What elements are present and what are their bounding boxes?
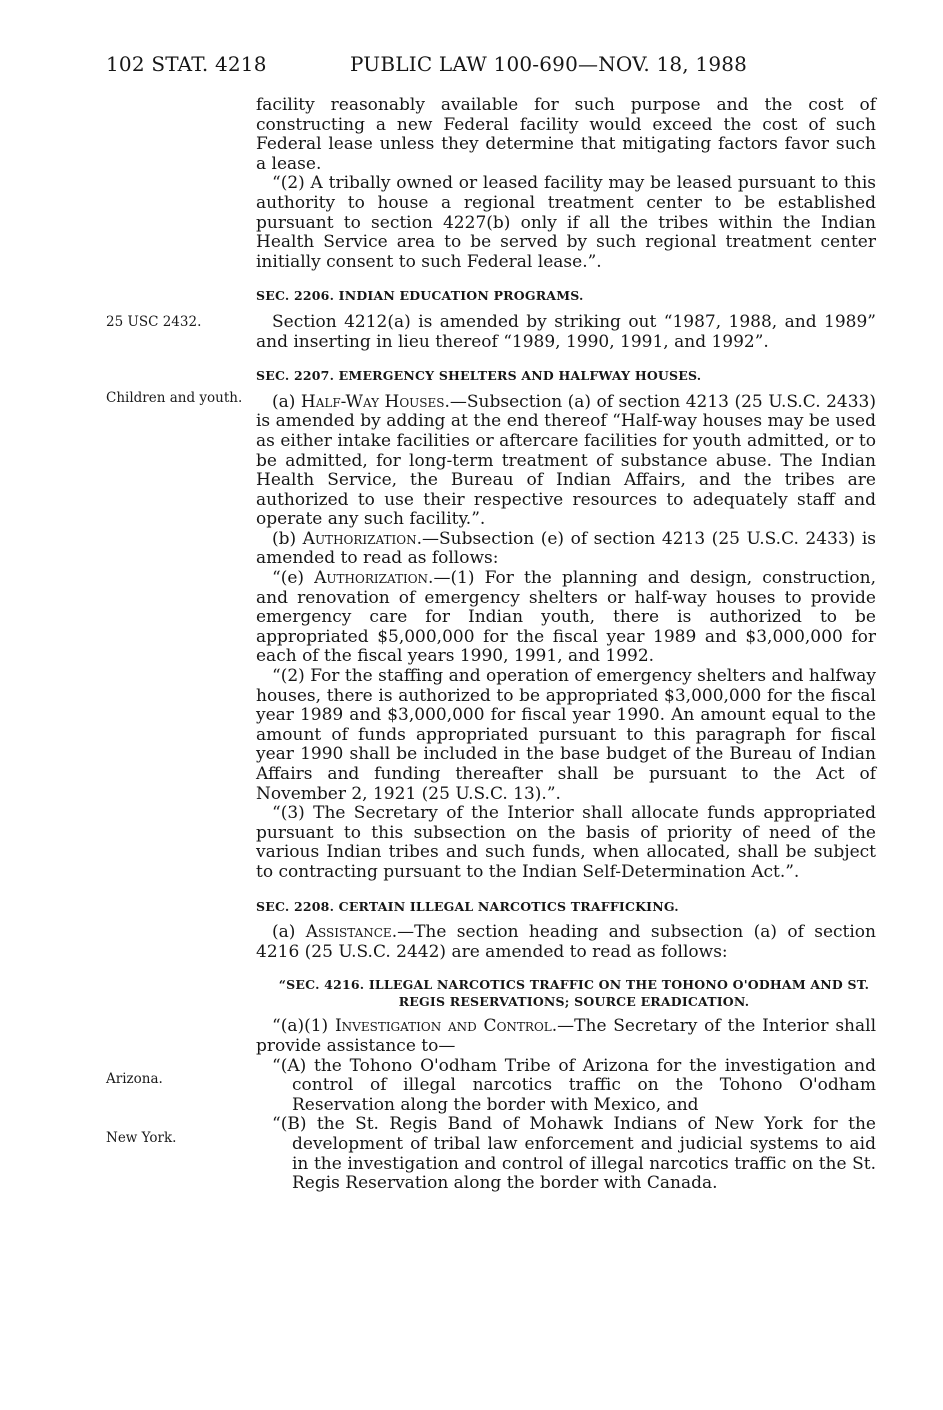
subsection-heading: Authorization.: [314, 568, 434, 589]
margin-note-children: Children and youth.: [106, 390, 243, 406]
margin-note-arizona: Arizona.: [106, 1071, 163, 1087]
paragraph: (a) Assistance.—The section heading and subsection (a) of section 4216 (25 U.S.C. 2442) are amended to read as follows:: [256, 922, 876, 962]
main-text: [256, 96, 876, 1194]
subsection-heading: Assistance.: [305, 922, 398, 943]
paragraph: “(2) A tribally owned or leased facility may be leased pursuant to this authority to house a regional treatment center to be established pursuant to section 4227(b) only if all the tribes within the Indian Health Service area to be served by such regional treatment center initially consent to such Federal lease.”.: [256, 173, 876, 272]
paragraph: (b) Authorization.—Subsection (e) of section 4213 (25 U.S.C. 2433) is amended to read as follows:: [256, 528, 876, 569]
paragraph: “(2) For the staffing and operation of emergency shelters and halfway houses, there is authorized to be appropriated $3,000,000 for the fiscal year 1989 and $3,000,000 for fiscal year 1990. An amount equal to the amount of funds appropriated pursuant to this paragraph for fiscal year 1990 shall be included in the base budget of the Bureau of Indian Affairs and funding thereafter shall be pursuant to the Act of November 2, 1921 (25 U.S.C. 13).”.: [256, 666, 876, 804]
section-heading-2207: SEC. 2207. EMERGENCY SHELTERS AND HALFWAY HOUSES.: [256, 368, 702, 384]
paragraph: (a) Half-Way Houses.—Subsection (a) of section 4213 (25 U.S.C. 2433) is amended by adding at the end thereof “Half-way houses may be used as either intake facilities or aftercare facilities for youth admitted, or to be admitted, for long-term treatment of substance abuse. The Indian Health Service, the Bureau of Indian Affairs, and the tribes are authorized to use their respective resources to adequately staff and operate any such facility.”.: [256, 391, 876, 530]
stat-citation: 102 STAT. 4218: [106, 52, 267, 76]
paragraph: “(3) The Secretary of the Interior shall allocate funds appropriated pursuant to this subsection on the basis of priority of need of the various Indian tribes and such funds, when allocated, shall be subject to contracting pursuant to the Indian Self-Determination Act.”.: [256, 803, 876, 882]
margin-note-newyork: New York.: [106, 1130, 177, 1146]
margin-note-usc: 25 USC 2432.: [106, 314, 202, 330]
subsection-heading: Authorization.: [302, 528, 422, 549]
paragraph: Section 4212(a) is amended by striking out “1987, 1988, and 1989” and inserting in lieu thereof “1989, 1990, 1991, and 1992”.: [256, 311, 876, 352]
paragraph: “(a)(1) Investigation and Control.—The Secretary of the Interior shall provide assistance to—: [256, 1016, 877, 1056]
public-law-header: PUBLIC LAW 100-690—NOV. 18, 1988: [350, 52, 748, 76]
section-heading-4216: “SEC. 4216. ILLEGAL NARCOTICS TRAFFIC ON THE TOHONO O'ODHAM AND ST. REGIS RESERVATIONS; SOURCE ERADICATION.: [278, 977, 870, 1010]
section-heading-2206: SEC. 2206. INDIAN EDUCATION PROGRAMS.: [256, 288, 584, 304]
paragraph: “(A) the Tohono O'odham Tribe of Arizona for the investigation and control of illegal narcotics traffic on the Tohono O'odham Reservation along the border with Mexico, and: [272, 1055, 876, 1115]
section-heading-2208: SEC. 2208. CERTAIN ILLEGAL NARCOTICS TRAFFICKING.: [256, 898, 679, 914]
subsection-heading: Half-Way Houses.: [300, 391, 450, 412]
paragraph: “(B) the St. Regis Band of Mohawk Indians of New York for the development of tribal law enforcement and judicial systems to aid in the investigation and control of illegal narcotics traffic on the St. Regis Reservation along the border with Canada.: [272, 1114, 876, 1194]
paragraph: facility reasonably available for such purpose and the cost of constructing a new Federal facility would exceed the cost of such Federal lease unless they determine that mitigating factors favor such a lease.: [256, 95, 876, 174]
subsection-heading: Investigation and Control.: [334, 1016, 558, 1037]
paragraph: “(e) Authorization.—(1) For the planning and design, construction, and renovation of emergency shelters or half-way houses to provide emergency care for Indian youth, there is authorized to be appropriated $5,000,000 for the fiscal year 1989 and $3,000,000 for each of the fiscal years 1990, 1991, and 1992.: [256, 568, 877, 667]
